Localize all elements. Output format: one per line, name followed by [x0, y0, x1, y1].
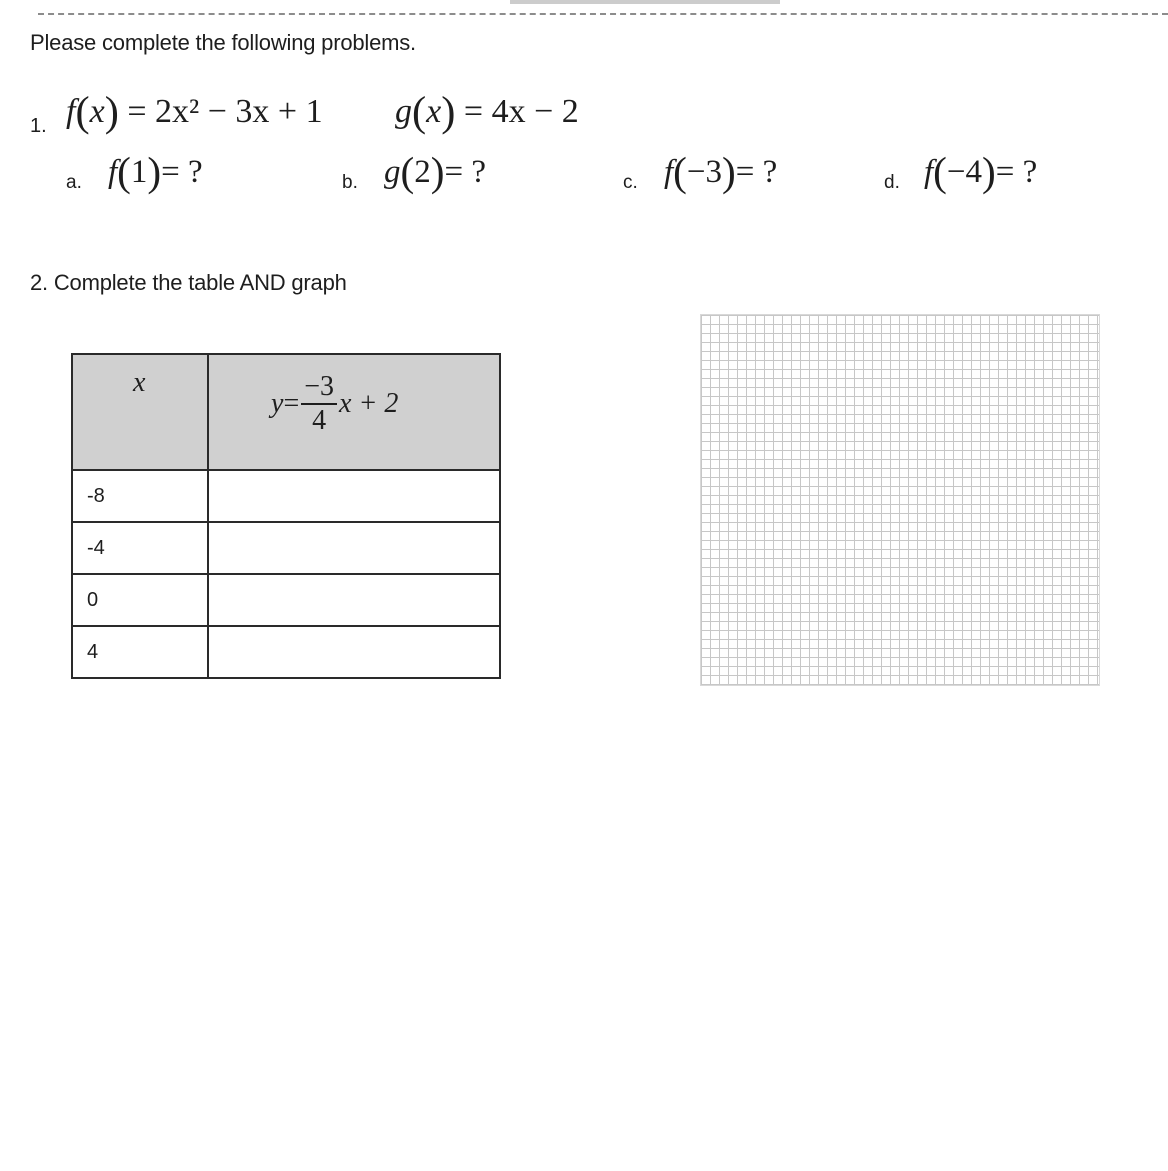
- instruction-text: Please complete the following problems.: [30, 30, 416, 55]
- part-a-rhs: = ?: [161, 154, 203, 190]
- table-header-x: [72, 354, 208, 470]
- part-d-expression: f(−4)= ?: [924, 148, 1038, 195]
- table-row: [72, 626, 500, 678]
- part-b-label: b.: [342, 172, 358, 193]
- part-c-label: c.: [623, 172, 638, 193]
- part-a-expression: f(1)= ?: [108, 148, 203, 195]
- table-cell-x: -4: [72, 522, 208, 574]
- part-c-fn: f: [664, 154, 674, 190]
- table-row: [72, 470, 500, 522]
- top-divider: [38, 13, 1168, 15]
- table-row: [72, 574, 500, 626]
- table-cell-y-answer[interactable]: [208, 574, 500, 626]
- header-y-tail: x + 2: [339, 388, 399, 419]
- fraction-denominator: 4: [312, 405, 327, 436]
- problem-1-number: 1.: [30, 115, 47, 137]
- table-cell-y-answer[interactable]: [208, 522, 500, 574]
- header-x-label: x: [133, 367, 146, 398]
- part-c-rhs: = ?: [735, 154, 778, 190]
- header-y-eq: =: [283, 388, 300, 419]
- part-d-rhs: = ?: [995, 154, 1038, 190]
- f-def-name: f: [66, 93, 76, 130]
- table-cell-x: -8: [72, 470, 208, 522]
- table-cell-x: 4: [72, 626, 208, 678]
- part-a-arg: 1: [130, 154, 148, 190]
- f-def-var: x: [89, 93, 105, 130]
- part-b-rhs: = ?: [444, 154, 487, 190]
- fraction-numerator: −3: [301, 373, 337, 405]
- header-y-equation: [271, 373, 398, 435]
- table-cell-y-answer[interactable]: [208, 626, 500, 678]
- part-a-label: a.: [66, 172, 82, 193]
- value-table: [71, 353, 501, 679]
- header-y-lhs: y: [271, 388, 284, 419]
- part-b-fn: g: [384, 154, 401, 190]
- g-def-var: x: [426, 93, 442, 130]
- problem-2-title: 2. Complete the table AND graph: [30, 270, 347, 295]
- part-b-arg: 2: [414, 154, 431, 190]
- table-cell-y-answer[interactable]: [208, 470, 500, 522]
- f-def-rhs: = 2x² − 3x + 1: [127, 93, 323, 130]
- part-d-arg: −4: [946, 154, 983, 190]
- top-edge-shadow: [510, 0, 780, 4]
- f-definition: f(x) = 2x² − 3x + 1: [66, 88, 323, 136]
- part-d-fn: f: [924, 154, 934, 190]
- part-d-label: d.: [884, 172, 900, 193]
- part-c-arg: −3: [686, 154, 723, 190]
- part-c-expression: f(−3)= ?: [664, 148, 778, 195]
- table-header-y: [208, 354, 500, 470]
- g-def-rhs: = 4x − 2: [463, 93, 579, 130]
- header-y-fraction: [301, 373, 337, 435]
- graph-paper-grid[interactable]: [700, 314, 1100, 686]
- part-b-expression: g(2)= ?: [384, 148, 487, 195]
- table-cell-x: 0: [72, 574, 208, 626]
- g-def-name: g: [395, 93, 412, 130]
- g-definition: g(x) = 4x − 2: [395, 88, 579, 136]
- part-a-fn: f: [108, 154, 118, 190]
- table-row: [72, 522, 500, 574]
